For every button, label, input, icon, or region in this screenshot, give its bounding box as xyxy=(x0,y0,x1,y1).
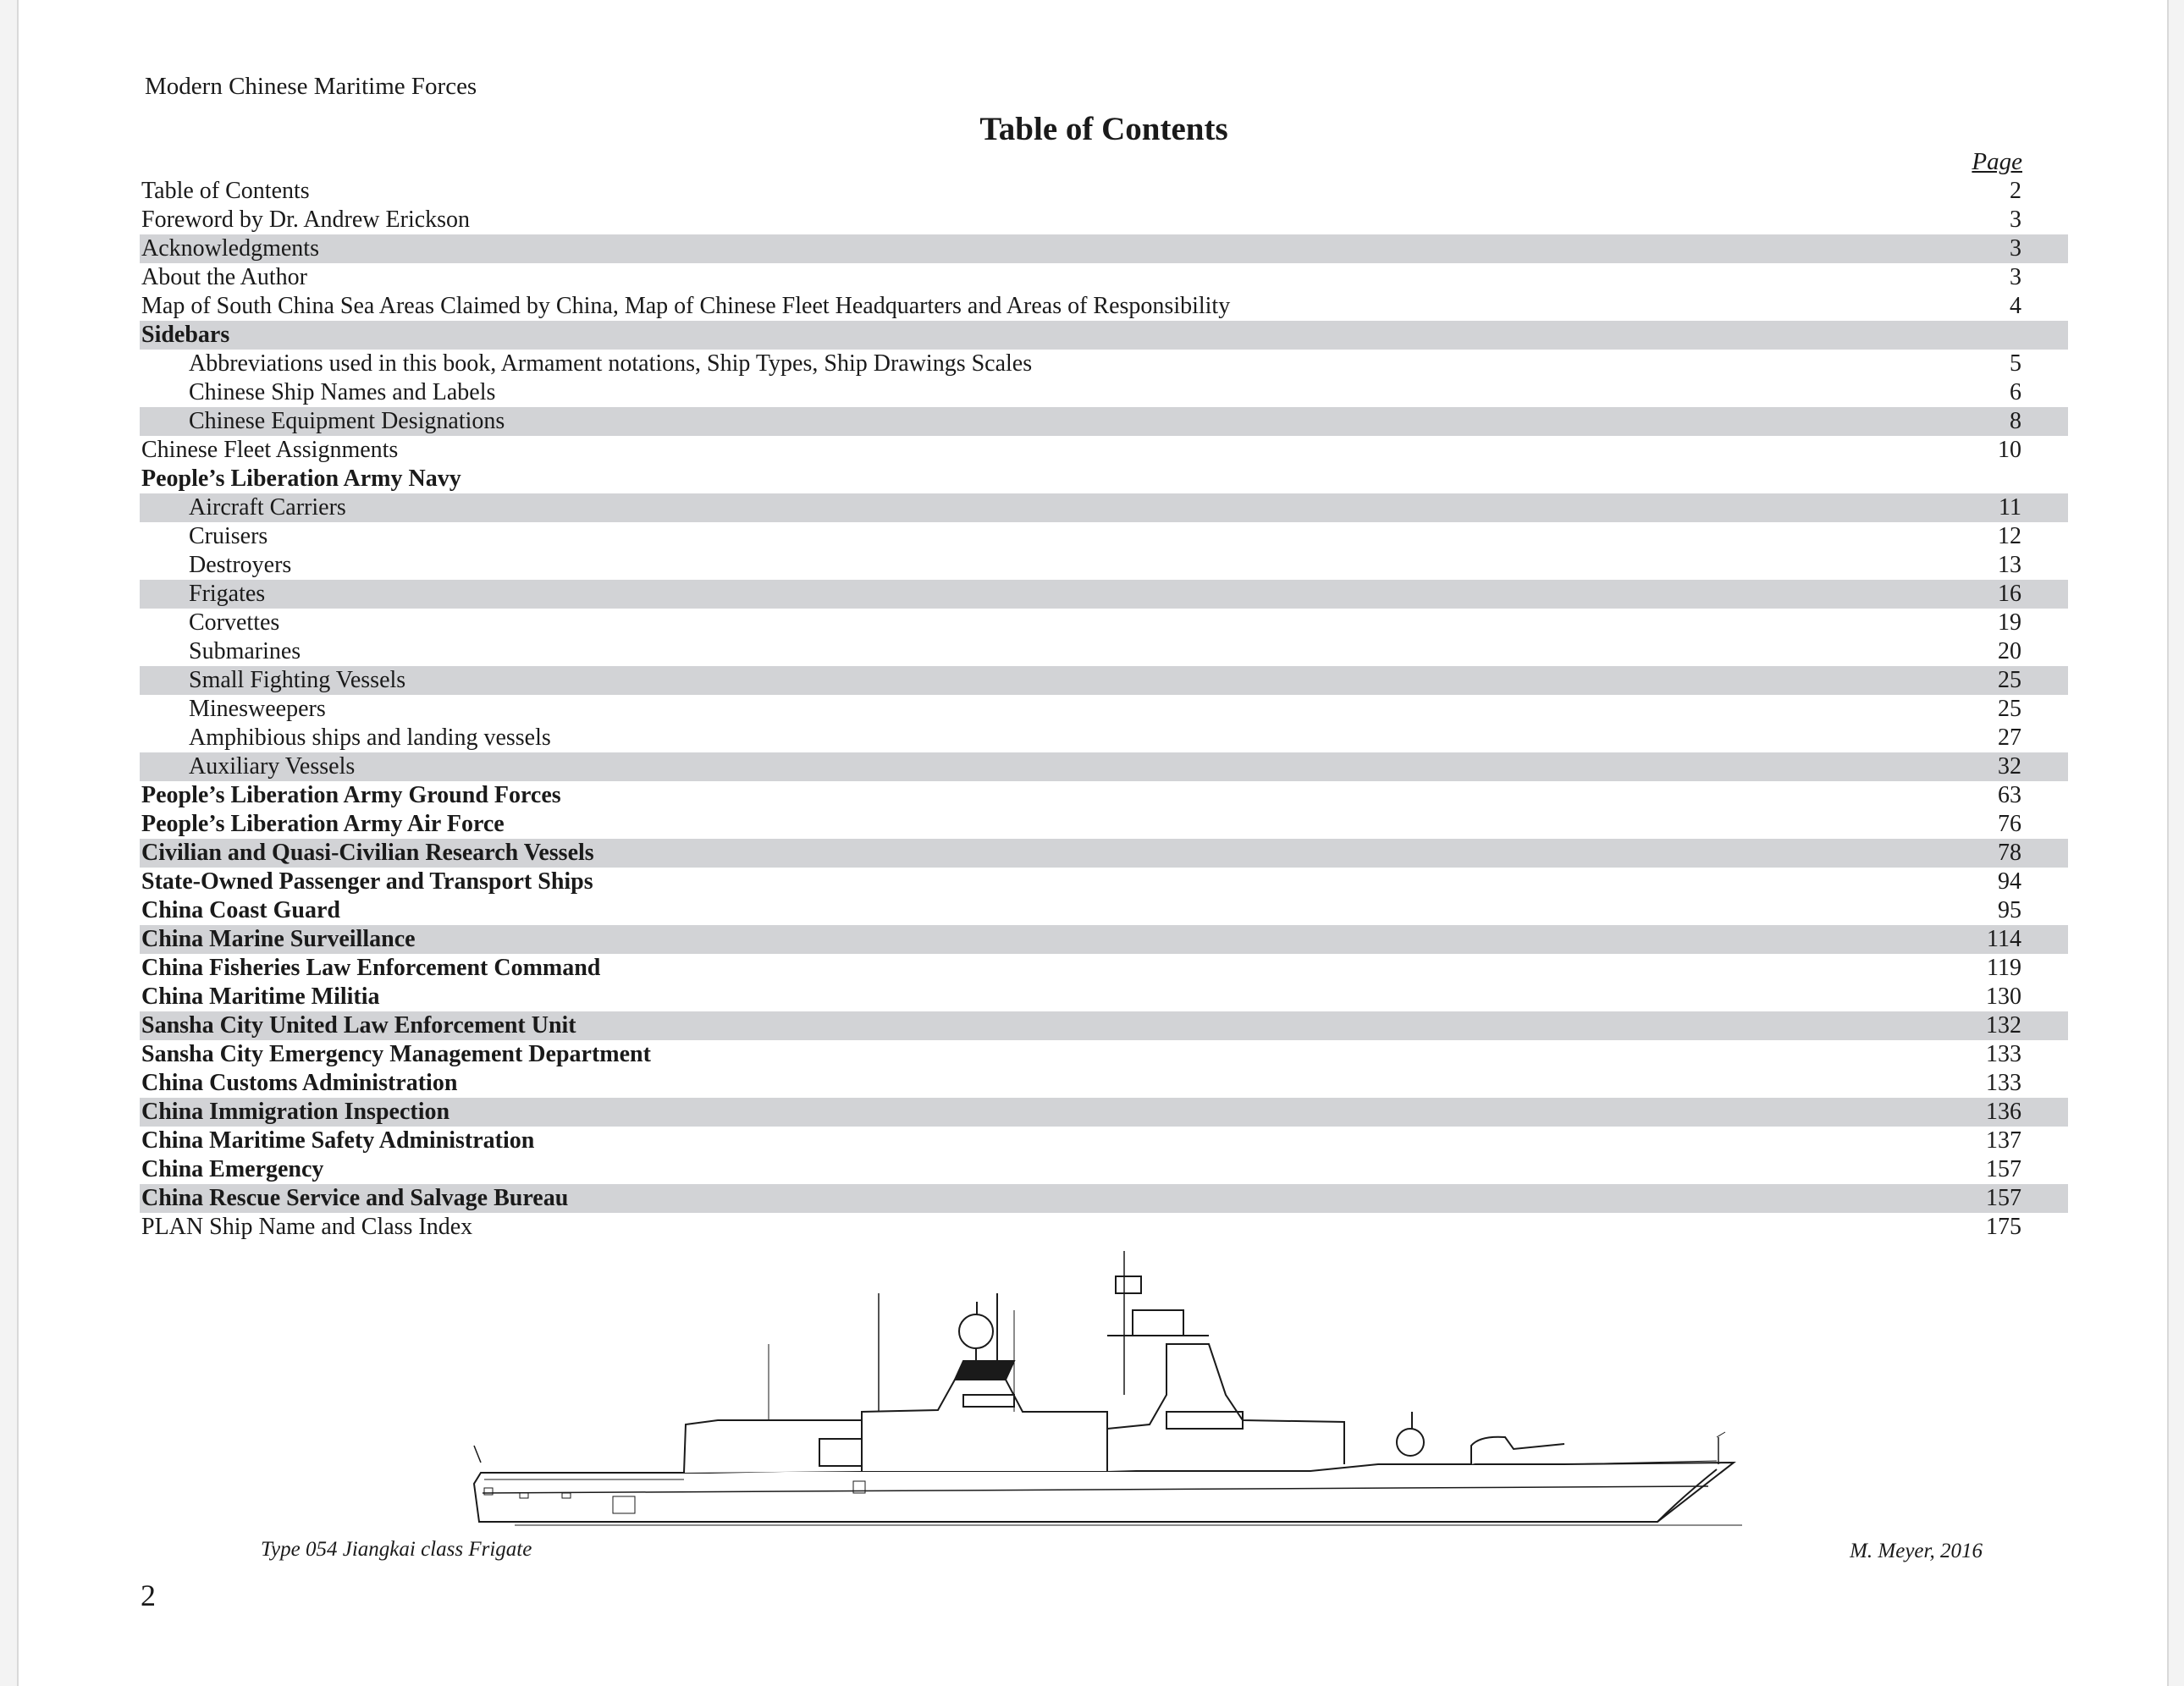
page-number: 2 xyxy=(141,1579,156,1612)
toc-row xyxy=(140,407,2068,436)
toc-entry-label: About the Author xyxy=(141,264,307,290)
toc-row xyxy=(140,695,2068,724)
toc-entry-page: 130 xyxy=(1986,984,2021,1010)
toc-entry-label: State-Owned Passenger and Transport Ships xyxy=(141,868,593,895)
toc-row xyxy=(140,925,2068,954)
toc-row xyxy=(140,551,2068,580)
toc-entry-page: 137 xyxy=(1986,1127,2021,1154)
toc-entry-label: People’s Liberation Army Ground Forces xyxy=(141,782,561,808)
toc-entry-label: Table of Contents xyxy=(141,178,310,204)
toc-row xyxy=(140,378,2068,407)
toc-entry-page: 133 xyxy=(1986,1041,2021,1067)
toc-entry-page: 3 xyxy=(2010,207,2021,233)
figure-credit: M. Meyer, 2016 xyxy=(1850,1540,1983,1562)
toc-entry-page: 3 xyxy=(2010,264,2021,290)
toc-row xyxy=(140,465,2068,493)
toc-entry-page: 5 xyxy=(2010,350,2021,377)
toc-row xyxy=(140,983,2068,1011)
page-right-edge xyxy=(2167,0,2184,1686)
toc-entry-label: China Maritime Safety Administration xyxy=(141,1127,535,1154)
toc-entry-page: 20 xyxy=(1998,638,2021,664)
toc-row xyxy=(140,1184,2068,1213)
toc-entry-page: 10 xyxy=(1998,437,2021,463)
toc-row xyxy=(140,724,2068,752)
toc-entry-label: Aircraft Carriers xyxy=(189,494,346,521)
toc-entry-label: Sidebars xyxy=(141,322,230,348)
toc-row xyxy=(140,522,2068,551)
toc-entry-page: 136 xyxy=(1986,1099,2021,1125)
toc-entry-page: 114 xyxy=(1987,926,2021,952)
running-header: Modern Chinese Maritime Forces xyxy=(145,73,477,100)
toc-row xyxy=(140,781,2068,810)
toc-row xyxy=(140,234,2068,263)
toc-entry-page: 63 xyxy=(1998,782,2021,808)
toc-row xyxy=(140,580,2068,609)
toc-entry-label: Small Fighting Vessels xyxy=(189,667,406,693)
toc-entry-page: 12 xyxy=(1998,523,2021,549)
toc-entry-label: China Maritime Militia xyxy=(141,984,380,1010)
toc-row xyxy=(140,609,2068,637)
toc-entry-page: 6 xyxy=(2010,379,2021,405)
toc-entry-label: China Marine Surveillance xyxy=(141,926,416,952)
toc-entry-page: 16 xyxy=(1998,581,2021,607)
toc-entry-label: Minesweepers xyxy=(189,696,326,722)
toc-row xyxy=(140,666,2068,695)
toc-entry-page: 94 xyxy=(1998,868,2021,895)
toc-entry-page: 3 xyxy=(2010,235,2021,262)
page-column-header: Page xyxy=(1972,148,2022,175)
toc-row xyxy=(140,1011,2068,1040)
toc-entry-label: Foreword by Dr. Andrew Erickson xyxy=(141,207,471,233)
toc-entry-label: China Fisheries Law Enforcement Command xyxy=(141,955,601,981)
toc-entry-label: Amphibious ships and landing vessels xyxy=(189,725,551,751)
toc-row xyxy=(140,292,2068,321)
page-title: Table of Contents xyxy=(979,111,1228,147)
toc-entry-label: Chinese Ship Names and Labels xyxy=(189,379,496,405)
toc-entry-label: Cruisers xyxy=(189,523,268,549)
toc-row xyxy=(140,896,2068,925)
toc-entry-label: PLAN Ship Name and Class Index xyxy=(141,1214,473,1240)
toc-entry-page: 133 xyxy=(1986,1070,2021,1096)
table-of-contents xyxy=(140,177,2068,1242)
frigate-illustration xyxy=(464,1242,1751,1549)
toc-row xyxy=(140,493,2068,522)
toc-entry-page: 2 xyxy=(2010,178,2021,204)
toc-entry-page: 78 xyxy=(1998,840,2021,866)
toc-entry-page: 76 xyxy=(1998,811,2021,837)
toc-entry-label: Auxiliary Vessels xyxy=(189,753,356,780)
toc-row xyxy=(140,1069,2068,1098)
page-left-edge xyxy=(0,0,19,1686)
toc-entry-label: Chinese Fleet Assignments xyxy=(141,437,399,463)
toc-entry-label: Corvettes xyxy=(189,609,280,636)
toc-row xyxy=(140,810,2068,839)
toc-entry-label: China Coast Guard xyxy=(141,897,340,923)
toc-row xyxy=(140,321,2068,350)
toc-entry-page: 175 xyxy=(1986,1214,2021,1240)
toc-entry-page: 25 xyxy=(1998,696,2021,722)
toc-entry-page: 32 xyxy=(1998,753,2021,780)
toc-row xyxy=(140,350,2068,378)
toc-entry-label: Abbreviations used in this book, Armament notations, Ship Types, Ship Drawings Scales xyxy=(189,350,1033,377)
toc-entry-label: Submarines xyxy=(189,638,301,664)
toc-entry-page: 157 xyxy=(1986,1156,2021,1182)
toc-entry-page: 95 xyxy=(1998,897,2021,923)
toc-entry-label: Map of South China Sea Areas Claimed by China, Map of Chinese Fleet Headquarters and Areas of Responsibility xyxy=(141,293,1231,319)
toc-row xyxy=(140,1155,2068,1184)
toc-entry-page: 132 xyxy=(1986,1012,2021,1039)
toc-entry-label: People’s Liberation Army Air Force xyxy=(141,811,505,837)
toc-row xyxy=(140,1213,2068,1242)
toc-row xyxy=(140,752,2068,781)
toc-row xyxy=(140,1040,2068,1069)
toc-entry-label: Civilian and Quasi-Civilian Research Vessels xyxy=(141,840,594,866)
toc-entry-label: Chinese Equipment Designations xyxy=(189,408,505,434)
toc-entry-label: Sansha City United Law Enforcement Unit xyxy=(141,1012,576,1039)
toc-row xyxy=(140,1127,2068,1155)
toc-entry-page: 11 xyxy=(1999,494,2021,521)
toc-row xyxy=(140,868,2068,896)
toc-row xyxy=(140,954,2068,983)
toc-entry-label: People’s Liberation Army Navy xyxy=(141,466,461,492)
toc-entry-page: 13 xyxy=(1998,552,2021,578)
toc-entry-page: 27 xyxy=(1998,725,2021,751)
toc-entry-label: China Rescue Service and Salvage Bureau xyxy=(141,1185,569,1211)
toc-entry-page: 19 xyxy=(1998,609,2021,636)
toc-entry-label: China Immigration Inspection xyxy=(141,1099,450,1125)
toc-entry-page: 157 xyxy=(1986,1185,2021,1211)
toc-row xyxy=(140,1098,2068,1127)
toc-entry-label: Sansha City Emergency Management Department xyxy=(141,1041,651,1067)
toc-entry-label: Destroyers xyxy=(189,552,292,578)
toc-row xyxy=(140,637,2068,666)
toc-row xyxy=(140,839,2068,868)
toc-entry-label: China Customs Administration xyxy=(141,1070,458,1096)
toc-row xyxy=(140,436,2068,465)
toc-row xyxy=(140,206,2068,234)
toc-entry-label: Acknowledgments xyxy=(141,235,319,262)
toc-entry-page: 119 xyxy=(1987,955,2021,981)
toc-entry-page: 8 xyxy=(2010,408,2021,434)
toc-row xyxy=(140,263,2068,292)
toc-entry-page: 25 xyxy=(1998,667,2021,693)
toc-entry-label: China Emergency xyxy=(141,1156,324,1182)
toc-entry-page: 4 xyxy=(2010,293,2021,319)
toc-row xyxy=(140,177,2068,206)
figure-caption: Type 054 Jiangkai class Frigate xyxy=(261,1538,532,1561)
toc-entry-label: Frigates xyxy=(189,581,266,607)
